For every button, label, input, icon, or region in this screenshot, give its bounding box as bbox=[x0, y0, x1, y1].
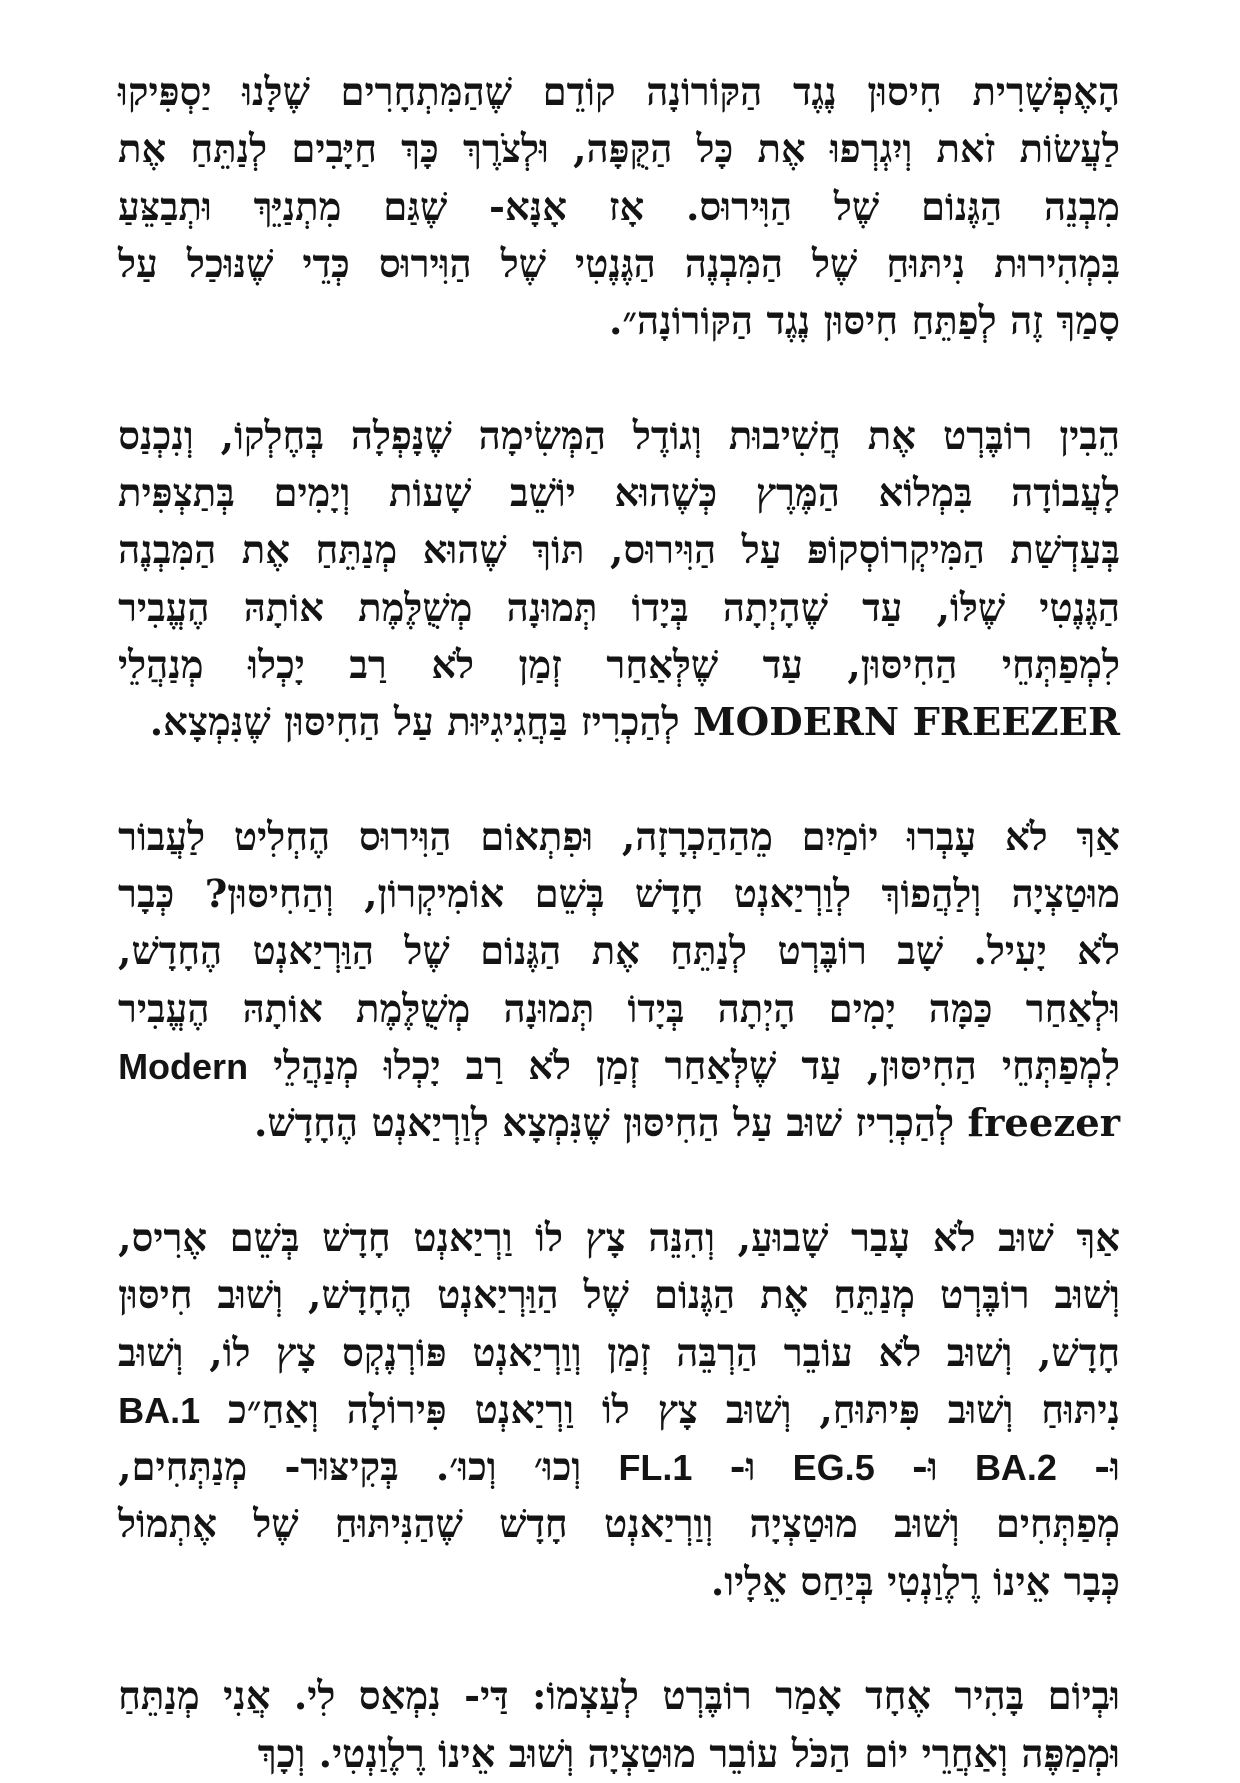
word: מוּטַצְיָה bbox=[1011, 872, 1120, 918]
word: הַוִּירוּס bbox=[358, 814, 452, 860]
word: אֶת bbox=[757, 127, 806, 173]
word: אַךְ bbox=[1076, 1215, 1120, 1261]
text-line bbox=[118, 1496, 1120, 1553]
word: אֶרִיס, bbox=[118, 1215, 208, 1261]
word: אֶת bbox=[241, 528, 290, 574]
word: יָעִיל. bbox=[973, 929, 1047, 975]
word: מְנַתֵּחַ bbox=[315, 528, 398, 574]
word: אֶתְמוֹל bbox=[118, 1502, 217, 1548]
word: וּתְבַצֵּעַ bbox=[118, 184, 212, 230]
paragraph bbox=[118, 809, 1120, 1153]
word: שֶׁנָּפְלָה bbox=[350, 413, 452, 459]
word: לְנַתֵּחַ bbox=[670, 929, 748, 975]
word: חֲשִׁיבוּת bbox=[728, 413, 841, 459]
word: חָדָשׁ bbox=[634, 872, 704, 918]
word: לְוַרְיַאנְט bbox=[733, 872, 852, 918]
word: בִּמְהִירוּת bbox=[994, 241, 1120, 287]
word: הֶחָדָשׁ, bbox=[118, 929, 223, 975]
word: שֶׁלְּאַחַר bbox=[664, 1044, 777, 1090]
word: וְשׁוּב bbox=[947, 1387, 1014, 1433]
text-line: freezer לְהַכְרִיז שׁוּב עַל הַחִיסּוּן שֶׁנִּמְצָא לְוַרְיַאנְט הֶחָדָשׁ. bbox=[253, 1101, 1120, 1147]
word: שָׁעוֹת bbox=[388, 471, 472, 517]
text-line bbox=[118, 121, 1120, 178]
word: בְּיָדוֹ bbox=[631, 585, 689, 631]
word: בְּקִיצּוּר- bbox=[284, 1445, 399, 1491]
word: אֶת bbox=[591, 929, 640, 975]
word: וַרְיַאנְט bbox=[413, 1215, 513, 1261]
word: לִמְפַתְּחֵי bbox=[1001, 642, 1120, 688]
word: וּ- bbox=[911, 1445, 938, 1491]
word: וְיִגְרְפוּ bbox=[829, 127, 913, 173]
word: וּ- bbox=[729, 1445, 756, 1491]
word: עַד bbox=[762, 642, 803, 688]
word: הַוִּירוּס bbox=[378, 241, 472, 287]
word: וְיָמִים bbox=[273, 471, 351, 517]
text-line bbox=[118, 866, 1120, 923]
word: בְּעַדְשַׁת bbox=[1010, 528, 1120, 574]
word: הַמִּבְנֶה bbox=[118, 528, 217, 574]
text-line bbox=[118, 64, 1120, 121]
word: הַרְבֵּה bbox=[676, 1330, 759, 1376]
paragraph bbox=[118, 1210, 1120, 1611]
word: בְּתַצְפִּית bbox=[118, 471, 235, 517]
text-line bbox=[118, 1267, 1120, 1324]
word: עַד bbox=[801, 1044, 842, 1090]
word: נִמְאַס bbox=[358, 1674, 441, 1720]
word: לוֹ bbox=[601, 1387, 630, 1433]
word: שָׁבוּעַ, bbox=[737, 1215, 829, 1261]
word: בְּחֶלְקוֹ, bbox=[220, 413, 324, 459]
word: יוֹמַיִם bbox=[801, 814, 879, 860]
word: בִּמְלוֹא bbox=[878, 471, 973, 517]
word: בְּיָדוֹ bbox=[627, 986, 685, 1032]
word: וְאַחַ״כ bbox=[228, 1387, 319, 1433]
word: צָץ bbox=[276, 1330, 317, 1376]
word: אֶת bbox=[867, 413, 916, 459]
word: הֵבִין bbox=[1059, 413, 1120, 459]
word: הָאֶפְשָׁרִית bbox=[972, 70, 1120, 115]
word: שֶׁהַמִּתְחָרִים bbox=[340, 70, 512, 115]
word: זְמַן bbox=[518, 642, 562, 688]
word: קוֹדֵם bbox=[542, 70, 616, 115]
text-line bbox=[118, 1668, 1120, 1725]
text-line: כְּבָר אֵינוֹ רֶלֶוַנְטִי בְּיַחַס אֵלָיו. bbox=[710, 1559, 1120, 1605]
word: זְמַן bbox=[607, 1330, 651, 1376]
word: חָדָשׁ, bbox=[1038, 1330, 1120, 1376]
word: צָץ bbox=[657, 1387, 698, 1433]
text-line bbox=[118, 923, 1120, 980]
text-line bbox=[118, 408, 1120, 465]
word: חִיסּוּן bbox=[118, 1273, 193, 1319]
word: עַל bbox=[118, 241, 158, 287]
word: הֶחְלִיט bbox=[233, 814, 331, 860]
word: לוֹ bbox=[535, 1215, 563, 1261]
word: הַמְּשִׂימָה bbox=[478, 413, 606, 459]
word: הַמִּיקְרוֹסְקוֹפּ bbox=[807, 528, 985, 574]
word: הַגֶּנֶטִי bbox=[1039, 585, 1120, 631]
word: וּלְצֹרֶךְ bbox=[463, 127, 549, 173]
word: BA.1 bbox=[118, 1389, 201, 1431]
word: חַיָּבִים bbox=[291, 127, 377, 173]
word: נִיתּוּחַ bbox=[886, 241, 966, 287]
word: הַגֶּנוֹם bbox=[653, 1273, 736, 1319]
word: רוֹבֶּרְט bbox=[662, 1674, 752, 1720]
word: וְשׁוּב bbox=[894, 1502, 960, 1548]
text-line bbox=[118, 1382, 1120, 1439]
word: וְשׁוּב bbox=[946, 1330, 1013, 1376]
word: חָדָשׁ bbox=[322, 1215, 391, 1261]
word: EG.5 bbox=[792, 1447, 875, 1489]
word: כְּבָר bbox=[118, 872, 175, 918]
word: FL.1 bbox=[618, 1447, 693, 1489]
word: לְעַצְמוֹ: bbox=[532, 1674, 639, 1720]
word: זְמַן bbox=[596, 1044, 640, 1090]
word: הַוַּרְיַאנְט bbox=[437, 1273, 559, 1319]
word: יָכְלוּ bbox=[248, 642, 305, 688]
word: בָּהִיר bbox=[954, 1674, 1025, 1720]
word: חִיסוּן bbox=[867, 70, 942, 115]
word: אוֹתָהּ bbox=[243, 585, 324, 631]
word: דַּי- bbox=[464, 1674, 509, 1720]
word: לַעֲבוֹר bbox=[118, 814, 206, 860]
word: אֶת bbox=[118, 127, 167, 173]
word: עַד bbox=[862, 585, 903, 631]
word: הַחִיסּוּן, bbox=[866, 1044, 977, 1090]
word: שֶׁל bbox=[253, 1502, 299, 1548]
word: שֶׁלְּאַחַר bbox=[606, 642, 719, 688]
word: וּלְאַחַר bbox=[1025, 986, 1120, 1032]
word: שֶׁהוּא bbox=[422, 528, 507, 574]
word: בְּשֵׁם bbox=[229, 1215, 300, 1261]
word: BA.2 bbox=[974, 1447, 1057, 1489]
word: וְוַרְיַאנְט bbox=[472, 1330, 582, 1376]
word: לַעֲשׂוֹת bbox=[1019, 127, 1120, 173]
word: תּוֹךְ bbox=[532, 528, 585, 574]
word: מְשֻׁלֶּמֶת bbox=[358, 585, 473, 631]
word: יוֹשֵׁב bbox=[510, 471, 576, 517]
text-line bbox=[118, 981, 1120, 1038]
word: בְּשֵׁם bbox=[534, 872, 605, 918]
word: מְנַתְּחִים, bbox=[118, 1445, 248, 1491]
word: הָיְתָה bbox=[717, 986, 796, 1032]
word: רַב bbox=[349, 642, 387, 688]
word: רַב bbox=[465, 1044, 504, 1090]
word: נִיתּוּחַ bbox=[1041, 1387, 1120, 1433]
word: רוֹבֶּרְט bbox=[777, 929, 867, 975]
word: אָנָּא- bbox=[489, 184, 567, 230]
word: וְהַחִיסּוּן? bbox=[204, 872, 334, 918]
text-line: סָמַךְ זֶה לְפַתֵּחַ חִיסּוּן נֶגֶד הַקּוֹרוֹנָה״. bbox=[609, 299, 1120, 345]
word: הֶעֱבִיר bbox=[118, 986, 210, 1032]
word: הַחִיסּוּן, bbox=[847, 642, 958, 688]
word: יָמִים bbox=[828, 986, 896, 1032]
word: שֶׁלָּנוּ bbox=[242, 70, 310, 115]
text-line bbox=[118, 236, 1120, 293]
word: וְשׁוּב bbox=[217, 1273, 284, 1319]
word: עָבְרוּ bbox=[907, 814, 977, 860]
word: עוֹבֵר bbox=[783, 1330, 853, 1376]
word: הַקֻּפָּה, bbox=[573, 127, 673, 173]
word: וְשׁוּב bbox=[1054, 1273, 1120, 1319]
word: אוֹתָהּ bbox=[242, 986, 323, 1032]
word: לְנַתֵּחַ bbox=[190, 127, 268, 173]
word: מְפַתְּחִים bbox=[995, 1502, 1120, 1548]
word: מוּטַצְיָה bbox=[749, 1502, 858, 1548]
word: לֹא bbox=[528, 1044, 572, 1090]
word: הַגֶּנוֹם bbox=[920, 184, 1003, 230]
word: שָׁב bbox=[897, 929, 944, 975]
word: כְּשֶׁהוּא bbox=[614, 471, 718, 517]
word: צָץ bbox=[585, 1215, 626, 1261]
word: כָּךְ bbox=[401, 127, 439, 173]
word: הַמֶּרֶץ bbox=[755, 471, 840, 517]
word: שֶׁל bbox=[583, 1273, 629, 1319]
word: הַגֶּנוֹם bbox=[480, 929, 562, 975]
word: Modern bbox=[118, 1046, 249, 1088]
word: אָז bbox=[608, 184, 645, 230]
word: נֶגֶד bbox=[792, 70, 837, 115]
word: לָעֲבוֹדָה bbox=[1011, 471, 1120, 517]
word: שֶׁל bbox=[812, 241, 858, 287]
word: לֹא bbox=[932, 1215, 976, 1261]
word: הַקּוֹרוֹנָה bbox=[646, 70, 763, 115]
word: יַסְפִּיקוּ bbox=[118, 70, 212, 115]
word: שֶׁלּוֹ, bbox=[936, 585, 1006, 631]
text-line bbox=[118, 465, 1120, 522]
word: וַרְיַאנְט bbox=[474, 1387, 575, 1433]
text-line bbox=[118, 522, 1120, 579]
word: וְשׁוּב bbox=[118, 1330, 184, 1376]
text-line bbox=[118, 1439, 1120, 1496]
word: אַךְ bbox=[1076, 814, 1120, 860]
word: רוֹבֶּרְט bbox=[940, 1273, 1030, 1319]
word: הַמִּבְנֶה bbox=[684, 241, 783, 287]
word: וְהִנֵּה bbox=[648, 1215, 716, 1261]
word: וְגוֹדֶל bbox=[632, 413, 702, 459]
word: חָדָשׁ bbox=[499, 1502, 568, 1548]
text-line bbox=[118, 809, 1120, 866]
word: וְנִכְנַס bbox=[118, 413, 194, 459]
word: הַוִּירוּס. bbox=[685, 184, 793, 230]
word: שֶׁגַּם bbox=[383, 184, 448, 230]
word: שֶׁהָיְתָה bbox=[722, 585, 828, 631]
word: פִּיתּוּחַ, bbox=[819, 1387, 920, 1433]
word: שֶׁנּוּכַל bbox=[186, 241, 274, 287]
word: מְנַהֲלֵי bbox=[273, 1044, 359, 1090]
word: מִבְנֵה bbox=[1043, 184, 1120, 230]
paragraph bbox=[118, 64, 1120, 350]
text-line bbox=[118, 637, 1120, 694]
paragraph bbox=[118, 408, 1120, 752]
word: מְנַתֵּחַ bbox=[833, 1273, 915, 1319]
word: פּוֹרְנֶקְס bbox=[342, 1330, 447, 1376]
word: אָמַר bbox=[775, 1674, 842, 1720]
word: שֶׁהַנִּיתּוּחַ bbox=[334, 1502, 463, 1548]
text-line bbox=[118, 580, 1120, 637]
paragraph bbox=[118, 1668, 1120, 1783]
text-line: MODERN FREEZER לְהַכְרִיז בַּחֲגִיגִיּוּת עַל הַחִיסּוּן שֶׁנִּמְצָא. bbox=[149, 700, 1120, 746]
word: לֹא bbox=[431, 642, 475, 688]
word: אֲנִי bbox=[223, 1674, 271, 1720]
word: פִּירוֹלָה bbox=[346, 1387, 447, 1433]
text-line bbox=[118, 1325, 1120, 1382]
word: הֶחָדָשׁ, bbox=[308, 1273, 413, 1319]
word: וּפִתְאוֹם bbox=[480, 814, 594, 860]
word: לֹא bbox=[1004, 814, 1048, 860]
text-line bbox=[118, 179, 1120, 236]
word: מְנַהֲלֵי bbox=[118, 642, 204, 688]
word: אֶחָד bbox=[865, 1674, 932, 1720]
word: הַגֶּנֶטִי bbox=[575, 241, 656, 287]
word: לִמְפַתְּחֵי bbox=[1001, 1044, 1120, 1090]
word: תְּמוּנָה bbox=[503, 986, 595, 1032]
text-line bbox=[118, 1038, 1120, 1095]
word: שׁוּב bbox=[998, 1215, 1054, 1261]
word: תְּמוּנָה bbox=[506, 585, 598, 631]
word: רוֹבֶּרְט bbox=[942, 413, 1033, 459]
word: וּבְיוֹם bbox=[1047, 1674, 1120, 1720]
text-line: וּמְמַפֶּה וְאַחֲרֵי יוֹם הַכֹּל עוֹבֵר מוּטַצְיָה וְשׁוּב אֵינוֹ רֶלֶוַנְטִי. וְכָךְ bbox=[257, 1731, 1120, 1777]
word: לֹא bbox=[878, 1330, 922, 1376]
word: וְשׁוּב bbox=[725, 1387, 792, 1433]
word: הַוַּרְיַאנְט bbox=[252, 929, 375, 975]
text-column bbox=[118, 64, 1120, 1783]
word: אוֹמִיקְרוֹן, bbox=[364, 872, 505, 918]
word: מְנַתֵּחַ bbox=[118, 1674, 200, 1720]
word: שֶׁל bbox=[833, 184, 880, 230]
word: וְוַרְיַאנְט bbox=[603, 1502, 714, 1548]
word: שֶׁל bbox=[404, 929, 450, 975]
word: לִי. bbox=[293, 1674, 336, 1720]
word: כַּמָּה bbox=[928, 986, 993, 1032]
word: לֹא bbox=[1077, 929, 1120, 975]
word: שֶׁל bbox=[500, 241, 546, 287]
word: וְלַהֲפוֹךְ bbox=[881, 872, 982, 918]
word: וְכוּ׳ bbox=[533, 1445, 582, 1491]
word: אֶת bbox=[760, 1273, 809, 1319]
word: מְשֻׁלֶּמֶת bbox=[355, 986, 471, 1032]
word: מֵהַהַכְרָזָה, bbox=[621, 814, 773, 860]
word: כָּל bbox=[696, 127, 734, 173]
word: עַל bbox=[741, 528, 782, 574]
word: מִתְנַיֵּךְ bbox=[253, 184, 342, 230]
word: עָבַר bbox=[851, 1215, 911, 1261]
word: הֶעֱבִיר bbox=[118, 585, 210, 631]
word: וּ- bbox=[1094, 1445, 1120, 1491]
word: יָכְלוּ bbox=[383, 1044, 441, 1090]
word: וְכוּ׳. bbox=[435, 1445, 497, 1491]
word: הַוִּירוּס, bbox=[610, 528, 717, 574]
word: לוֹ, bbox=[209, 1330, 251, 1376]
word: זֹאת bbox=[936, 127, 996, 173]
word: כְּדֵי bbox=[302, 241, 350, 287]
text-line bbox=[118, 1210, 1120, 1267]
